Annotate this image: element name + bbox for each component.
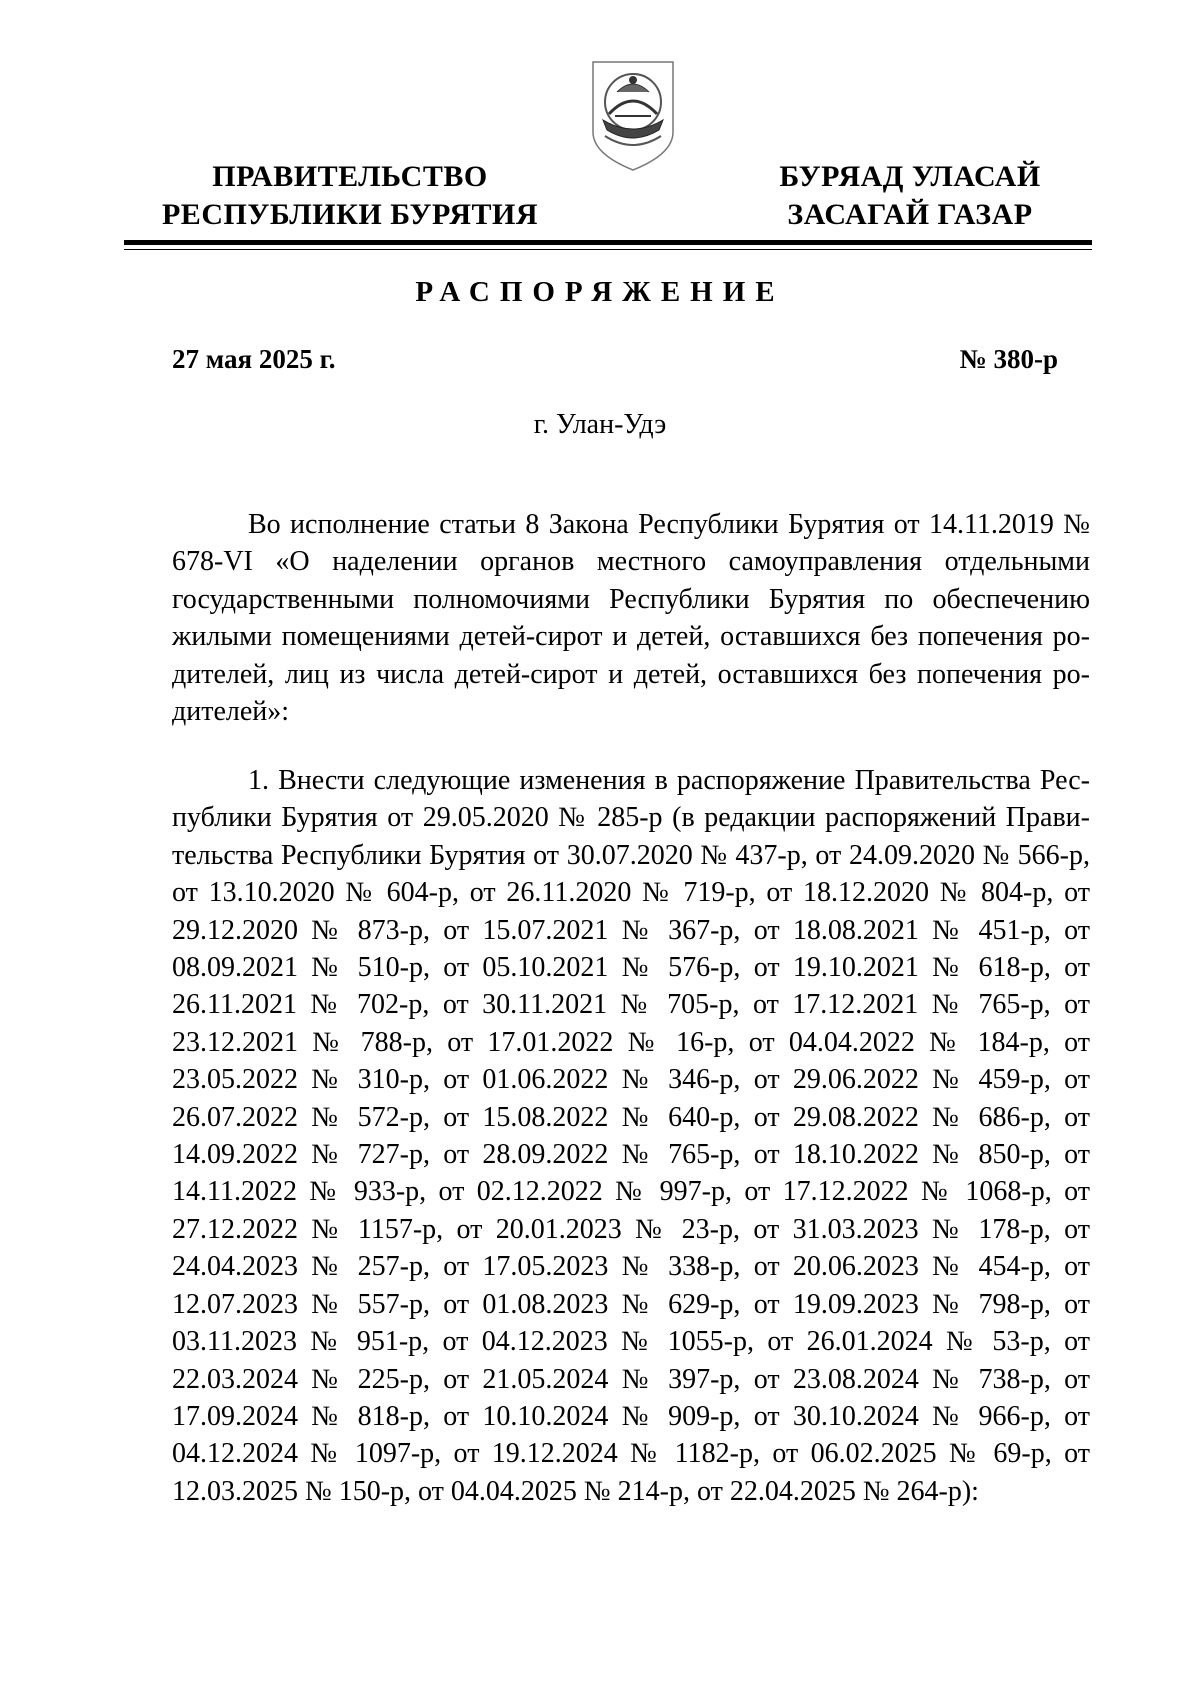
document-date: 27 мая 2025 г. [172,344,336,374]
document-type: РАСПОРЯЖЕНИЕ [415,276,785,308]
government-name-buryat-line1: БУРЯАД УЛАСАЙ [779,160,1041,193]
header-divider-thin [124,249,1092,250]
clause-1-paragraph: 1. Внести следующие изменения в распоряжение Правительства Республики Бурятия от 29.05.2020 № 285-р (в редакции распоряжений Правительства Республики Бурятия от 30.07.2020 № 437-р, от 24.09.2020 № 566-р, от 13.10.2020 № 604-р, от 26.11.2020 № 719-р, от 18.12.2020 № 804-р, от 29.12.2020 № 873-р, от 15.07.2021 № 367-р, от 18.08.2021 № 451-р, от 08.09.2021 № 510-р, от 05.10.2021 № 576-р, от 19.10.2021 № 618-р, от 26.11.2021 № 702-р, от 30.11.2021 № 705-р, от 17.12.2021 № 765-р, от 23.12.2021 № 788-р, от 17.01.2022 № 16-р, от 04.04.2022 № 184-р, от 23.05.2022 № 310-р, от 01.06.2022 № 346-р, от 29.06.2022 № 459-р, от 26.07.2022 № 572-р, от 15.08.2022 № 640-р, от 29.08.2022 № 686-р, от 14.09.2022 № 727-р, от 28.09.2022 № 765-р, от 18.10.2022 № 850-р, от 14.11.2022 № 933-р, от 02.12.2022 № 997-р, от 17.12.2022 № 1068-р, от 27.12.2022 № 1157-р, от 20.01.2023 № 23-р, от 31.03.2023 № 178-р, от 24.04.2023 № 257-р, от 17.05.2023 № 338-р, от 20.06.2023 № 454-р, от 12.07.2023 № 557-р, от 01.08.2023 № 629-р, от 19.09.2023 № 798-р, от 03.11.2023 № 951-р, от 04.12.2023 № 1055-р, от 26.01.2024 № 53-р, от 22.03.2024 № 225-р, от 21.05.2024 № 397-р, от 23.08.2024 № 738-р, от 17.09.2024 № 818-р, от 10.10.2024 № 909-р, от 30.10.2024 № 966-р, от 04.12.2024 № 1097-р, от 19.12.2024 № 1182-р, от 06.02.2025 № 69-р, от 12.03.2025 № 150-р, от 04.04.2025 № 214-р, от 22.04.2025 № 264-р): [172,765,1090,1507]
preamble-paragraph: Во исполнение статьи 8 Закона Республики Бурятия от 14.11.2019 № 678-VI «О наделении органов местного самоуправления отдельными государственными полномочиями Республики Бурятия по обеспечению жилыми помещениями детей-сирот и детей, оставшихся без попечения родителей, лиц из числа детей-сирот и детей, оставшихся без попечения родителей»: [172,509,1090,728]
government-name-russian [150,158,550,234]
coat-of-arms-icon [587,58,679,174]
government-name-line2: РЕСПУБЛИКИ БУРЯТИЯ [161,198,539,231]
document-city: г. Улан-Удэ [533,409,667,440]
government-name-buryat [740,158,1080,234]
document-number: № 380-р [959,344,1058,374]
government-name-buryat-line2: ЗАСАГАЙ ГАЗАР [787,198,1033,231]
header-divider-thick [124,240,1092,245]
government-name-line1: ПРАВИТЕЛЬСТВО [212,160,488,193]
